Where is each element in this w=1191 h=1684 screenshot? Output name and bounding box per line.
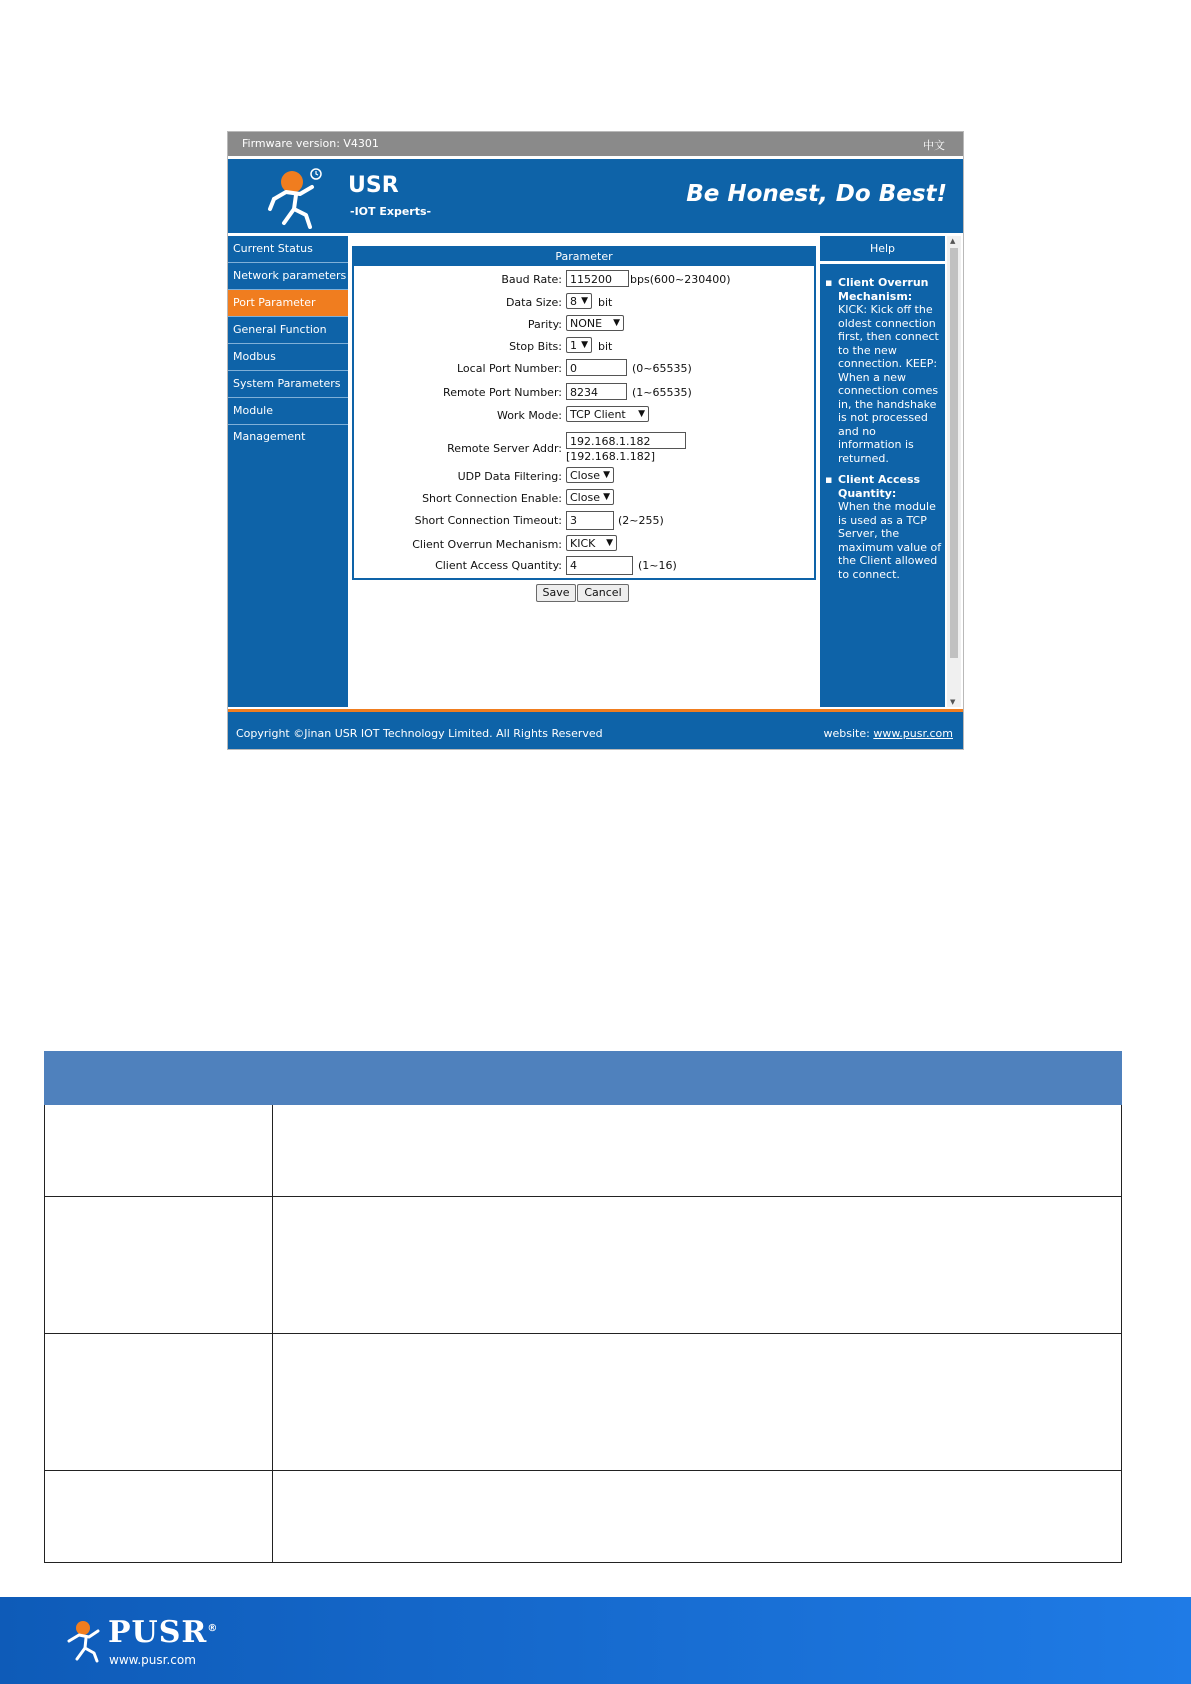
table-row bbox=[45, 1334, 1122, 1471]
sidebar-nav bbox=[228, 236, 348, 707]
scroll-up-icon[interactable]: ▲ bbox=[950, 237, 956, 245]
slogan: Be Honest, Do Best! bbox=[686, 181, 947, 207]
brand-name: USR bbox=[348, 173, 399, 198]
bullet-icon: ▪ bbox=[825, 276, 833, 289]
pusr-brand-text: PUSR bbox=[108, 1615, 208, 1650]
remote-server-label: Remote Server Addr: bbox=[447, 442, 562, 455]
brand-subtitle: -IOT Experts- bbox=[350, 205, 432, 218]
pusr-logo-icon bbox=[64, 1617, 108, 1663]
data-size-label: Data Size: bbox=[505, 296, 562, 309]
row-short-connection bbox=[354, 489, 814, 509]
remote-server-resolved: [192.168.1.182] bbox=[566, 450, 656, 463]
row-work-mode bbox=[354, 406, 814, 426]
help-item-title: Client Overrun Mechanism: bbox=[838, 276, 929, 303]
table-cell bbox=[45, 1334, 273, 1471]
access-quantity-input[interactable]: 4 bbox=[566, 556, 633, 575]
baud-rate-label: Baud Rate: bbox=[501, 273, 562, 286]
chevron-down-icon: ▼ bbox=[613, 318, 620, 328]
chevron-down-icon: ▼ bbox=[606, 538, 613, 548]
short-timeout-hint: (2~255) bbox=[618, 514, 664, 527]
nav-item-module-management[interactable]: Module Management bbox=[228, 398, 348, 425]
overrun-label: Client Overrun Mechanism: bbox=[412, 538, 562, 551]
short-connection-select[interactable] bbox=[566, 489, 614, 505]
row-stop-bits bbox=[354, 337, 814, 357]
stop-bits-label: Stop Bits: bbox=[509, 340, 562, 353]
parity-value: NONE bbox=[570, 317, 603, 330]
scrollbar-thumb[interactable] bbox=[950, 248, 958, 658]
website bbox=[824, 727, 954, 740]
row-overrun bbox=[354, 535, 814, 555]
remote-server-input[interactable]: 192.168.1.182 bbox=[566, 432, 686, 449]
parameter-title: Parameter bbox=[352, 246, 816, 266]
table-header-cell bbox=[45, 1052, 273, 1105]
row-baud-rate bbox=[354, 270, 814, 290]
row-local-port bbox=[354, 359, 814, 379]
parameter-description-table bbox=[44, 1051, 1122, 1563]
table-row bbox=[45, 1105, 1122, 1197]
firmware-bar bbox=[228, 132, 963, 156]
short-connection-label: Short Connection Enable: bbox=[422, 492, 562, 505]
page-footer bbox=[228, 712, 963, 749]
nav-item-network-parameters[interactable]: Network parameters bbox=[228, 263, 348, 290]
table-cell bbox=[273, 1471, 1122, 1563]
help-scrollbar[interactable] bbox=[947, 236, 961, 707]
overrun-value: KICK bbox=[570, 537, 596, 550]
table-header-cell bbox=[273, 1052, 1122, 1105]
registered-mark: ® bbox=[207, 1623, 219, 1634]
website-label: website: bbox=[823, 727, 870, 740]
save-button[interactable]: Save bbox=[536, 584, 576, 602]
udp-filtering-label: UDP Data Filtering: bbox=[457, 470, 562, 483]
nav-item-modbus[interactable]: Modbus bbox=[228, 344, 348, 371]
chevron-down-icon: ▼ bbox=[603, 470, 610, 480]
help-item-title: Client Access Quantity: bbox=[838, 473, 921, 500]
nav-item-current-status[interactable]: Current Status bbox=[228, 236, 348, 263]
udp-filtering-select[interactable] bbox=[566, 467, 614, 483]
help-item-text: When the module is used as a TCP Server, the maximum value of the Client allowed to connect. bbox=[838, 500, 942, 581]
row-udp-filtering bbox=[354, 467, 814, 487]
baud-rate-hint: bps(600~230400) bbox=[630, 273, 731, 286]
chevron-down-icon: ▼ bbox=[638, 409, 645, 419]
data-size-unit: bit bbox=[598, 296, 613, 309]
row-access-quantity bbox=[354, 556, 814, 576]
work-mode-select[interactable] bbox=[566, 406, 649, 422]
row-parity bbox=[354, 315, 814, 335]
parameter-form bbox=[352, 266, 816, 580]
remote-port-label: Remote Port Number: bbox=[443, 386, 562, 399]
table-cell bbox=[273, 1334, 1122, 1471]
access-quantity-label: Client Access Quantity: bbox=[435, 559, 562, 572]
help-item bbox=[824, 473, 942, 581]
local-port-input[interactable]: 0 bbox=[566, 359, 627, 376]
table-cell bbox=[273, 1197, 1122, 1334]
help-title: Help bbox=[820, 236, 945, 264]
table-row bbox=[45, 1471, 1122, 1563]
baud-rate-input[interactable]: 115200 bbox=[566, 270, 629, 287]
website-link[interactable]: www.pusr.com bbox=[873, 727, 953, 740]
help-item bbox=[824, 276, 942, 465]
scroll-down-icon[interactable]: ▼ bbox=[950, 698, 956, 706]
access-quantity-hint: (1~16) bbox=[638, 559, 677, 572]
nav-item-port-parameter[interactable]: Port Parameter bbox=[228, 290, 348, 317]
parity-label: Parity: bbox=[527, 318, 562, 331]
overrun-select[interactable] bbox=[566, 535, 617, 551]
row-remote-port bbox=[354, 383, 814, 403]
nav-item-general-function[interactable]: General Function bbox=[228, 317, 348, 344]
stop-bits-unit: bit bbox=[598, 340, 613, 353]
chevron-down-icon: ▼ bbox=[581, 296, 588, 306]
table-cell bbox=[45, 1105, 273, 1197]
data-size-value: 8 bbox=[570, 295, 577, 308]
remote-port-input[interactable]: 8234 bbox=[566, 383, 627, 400]
chevron-down-icon: ▼ bbox=[603, 492, 610, 502]
row-data-size bbox=[354, 293, 814, 313]
table-row bbox=[45, 1197, 1122, 1334]
table-cell bbox=[273, 1105, 1122, 1197]
help-panel bbox=[820, 236, 945, 707]
table-cell bbox=[45, 1197, 273, 1334]
udp-filtering-value: Close bbox=[570, 469, 600, 482]
header-banner bbox=[228, 159, 963, 233]
row-remote-server bbox=[354, 432, 814, 466]
cancel-button[interactable]: Cancel bbox=[577, 584, 629, 602]
short-connection-value: Close bbox=[570, 491, 600, 504]
stop-bits-select[interactable] bbox=[566, 337, 592, 353]
language-link[interactable]: 中文 bbox=[923, 139, 945, 152]
local-port-hint: (0~65535) bbox=[632, 362, 692, 375]
usr-logo-icon bbox=[266, 165, 328, 229]
firmware-version: Firmware version: V4301 bbox=[242, 137, 379, 150]
parity-select[interactable] bbox=[566, 315, 624, 331]
table-header-row bbox=[45, 1052, 1122, 1105]
data-size-select[interactable] bbox=[566, 293, 592, 309]
remote-port-hint: (1~65535) bbox=[632, 386, 692, 399]
pusr-brand bbox=[108, 1615, 218, 1650]
bullet-icon: ▪ bbox=[825, 473, 833, 486]
chevron-down-icon: ▼ bbox=[581, 340, 588, 350]
document-footer-bar bbox=[0, 1597, 1191, 1684]
row-short-timeout bbox=[354, 511, 814, 531]
copyright-text: Copyright ©Jinan USR IOT Technology Limited. All Rights Reserved bbox=[236, 727, 603, 740]
web-config-screenshot bbox=[227, 131, 964, 750]
stop-bits-value: 1 bbox=[570, 339, 577, 352]
local-port-label: Local Port Number: bbox=[456, 362, 562, 375]
short-timeout-input[interactable]: 3 bbox=[566, 511, 614, 530]
table-cell bbox=[45, 1471, 273, 1563]
main-panel bbox=[350, 236, 818, 707]
work-mode-label: Work Mode: bbox=[496, 409, 562, 422]
help-text bbox=[824, 276, 942, 589]
pusr-website: www.pusr.com bbox=[109, 1653, 196, 1667]
short-timeout-label: Short Connection Timeout: bbox=[414, 514, 562, 527]
help-item-text: KICK: Kick off the oldest connection first, then connect to the new connection. KEEP: When a new connection comes in, the handshake is not processed and no information is returned. bbox=[838, 303, 939, 465]
nav-item-system-parameters[interactable]: System Parameters bbox=[228, 371, 348, 398]
work-mode-value: TCP Client bbox=[570, 408, 626, 421]
